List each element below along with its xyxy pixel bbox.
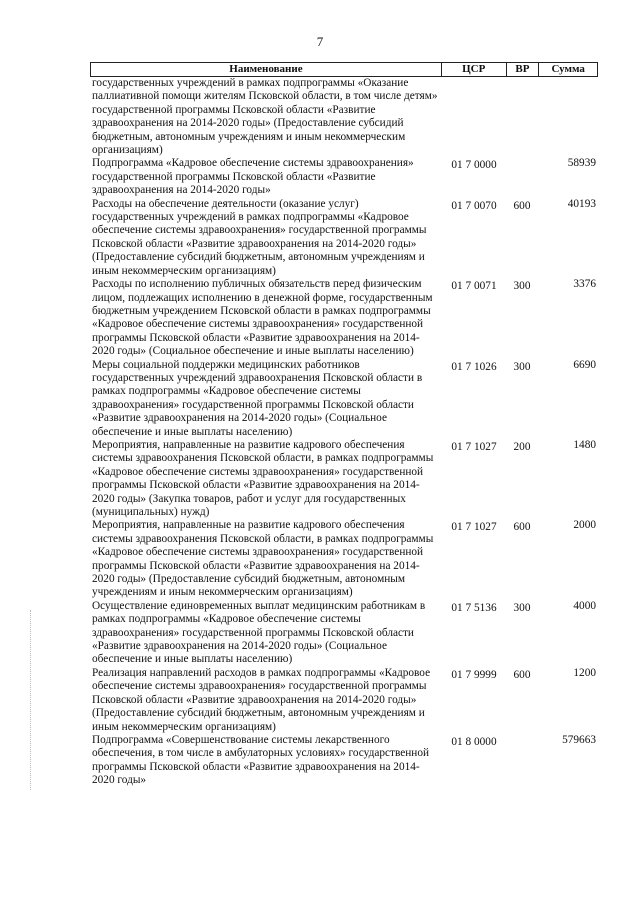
table-header	[90, 62, 598, 77]
row-sum: 58939	[567, 157, 596, 170]
page-number: 7	[316, 34, 324, 49]
row-sum: 1480	[573, 438, 596, 451]
row-sum: 2000	[573, 519, 596, 532]
row-name: Мероприятия, направленные на развитие кадрового обеспечения системы здравоохранения Псковской области, в рамках подпрограммы «Кадровое обеспечение системы здравоохранения» государственной программы Псковской области «Развитие здравоохранения на 2014-2020 годы» (Закупка товаров, работ и услуг для государственных (муниципальных) нужд)	[92, 438, 434, 518]
row-vr	[506, 734, 538, 788]
table-row	[90, 77, 598, 157]
row-sum: 1200	[573, 666, 596, 679]
table-row	[90, 600, 598, 667]
row-name: Расходы на обеспечение деятельности (оказание услуг) государственных учреждений в рамках подпрограммы «Кадровое обеспечение системы здравоохранения» государственной программы Псковской области «Развитие здравоохранения на 2014-2020 годы» (Предоставление субсидий бюджетным, автономным учреждениям и иным некоммерческим организациям)	[92, 197, 427, 277]
row-vr	[506, 157, 538, 197]
table-row	[90, 667, 598, 734]
row-csr: 01 7 0070	[451, 199, 497, 212]
row-name: Меры социальной поддержки медицинских работников государственных учреждений здравоохранения Псковской области в рамках подпрограммы «Кадровое обеспечение системы здравоохранения» государственной программы Псковской области «Развитие здравоохранения на 2014-2020 годы» (Социальное обеспечение и иные выплаты населению)	[92, 358, 423, 438]
table-body	[90, 77, 598, 788]
row-vr: 300	[513, 360, 531, 373]
table-row	[90, 198, 598, 278]
row-vr	[506, 77, 538, 157]
row-vr: 300	[513, 280, 531, 293]
row-csr: 01 7 1026	[451, 360, 497, 373]
table-row	[90, 734, 598, 788]
table-row	[90, 157, 598, 197]
row-name: Мероприятия, направленные на развитие кадрового обеспечения системы здравоохранения Псковской области, в рамках подпрограммы «Кадровое обеспечение системы здравоохранения» государственной программы Псковской области «Развитие здравоохранения на 2014-2020 годы» (Предоставление субсидий бюджетным, автономным учреждениям и иным некоммерческим организациям)	[92, 519, 434, 599]
row-vr: 600	[513, 521, 531, 534]
budget-table	[90, 62, 598, 788]
scan-edge-mark	[30, 610, 32, 790]
row-vr: 600	[513, 668, 531, 681]
column-header-name: Наименование	[91, 63, 442, 76]
row-csr	[442, 77, 506, 157]
row-csr: 01 7 1027	[451, 521, 497, 534]
row-csr: 01 7 0071	[451, 280, 497, 293]
table-row	[90, 439, 598, 519]
row-vr: 300	[513, 601, 531, 614]
row-csr: 01 8 0000	[451, 735, 497, 748]
row-vr: 200	[513, 440, 531, 453]
row-csr: 01 7 9999	[451, 668, 497, 681]
row-sum: 3376	[573, 278, 596, 291]
column-header-csr: ЦСР	[442, 63, 507, 76]
row-sum	[538, 77, 596, 157]
row-name: Осуществление единовременных выплат медицинским работникам в рамках подпрограммы «Кадровое обеспечение системы здравоохранения» государственной программы Псковской области «Развитие здравоохранения на 2014-2020 годы» (Социальное обеспечение и иные выплаты населению)	[92, 599, 426, 666]
row-sum: 579663	[562, 733, 596, 746]
row-name: Подпрограмма «Кадровое обеспечение системы здравоохранения» государственной программы Псковской области «Развитие здравоохранения на 2014-2020 годы»	[92, 157, 414, 197]
column-header-vr: ВР	[507, 63, 540, 76]
row-name: государственных учреждений в рамках подпрограммы «Оказание паллиативной помощи жителям Псковской области, в том числе детям» государственной программы Псковской области «Развитие здравоохранения на 2014-2020 годы» (Предоставление субсидий бюджетным, автономным учреждениям и иным некоммерческим организациям)	[92, 77, 438, 157]
row-name: Реализация направлений расходов в рамках подпрограммы «Кадровое обеспечение системы здравоохранения» государственной программы Псковской области «Развитие здравоохранения на 2014-2020 годы» (Предоставление субсидий бюджетным, автономным учреждениям и иным некоммерческим организациям)	[92, 666, 431, 733]
column-header-sum: Сумма	[551, 63, 585, 75]
table-row	[90, 519, 598, 599]
row-sum: 6690	[573, 358, 596, 371]
row-name: Подпрограмма «Совершенствование системы лекарственного обеспечения, в том числе в амбулаторных условиях» государственной программы Псковской области «Развитие здравоохранения на 2014-2020 годы»	[92, 733, 430, 787]
row-csr: 01 7 1027	[451, 440, 497, 453]
row-sum: 4000	[573, 599, 596, 612]
table-row	[90, 278, 598, 358]
row-name: Расходы по исполнению публичных обязательств перед физическим лицом, подлежащих исполнению в денежной форме, государственным бюджетным учреждением Псковской области в рамках подпрограммы «Кадровое обеспечение системы здравоохранения» государственной программы Псковской области «Развитие здравоохранения на 2014-2020 годы» (Социальное обеспечение и иные выплаты населению)	[92, 278, 433, 358]
row-vr: 600	[513, 199, 531, 212]
row-csr: 01 7 0000	[451, 159, 497, 172]
table-row	[90, 359, 598, 439]
row-csr: 01 7 5136	[451, 601, 497, 614]
row-sum: 40193	[567, 197, 596, 210]
